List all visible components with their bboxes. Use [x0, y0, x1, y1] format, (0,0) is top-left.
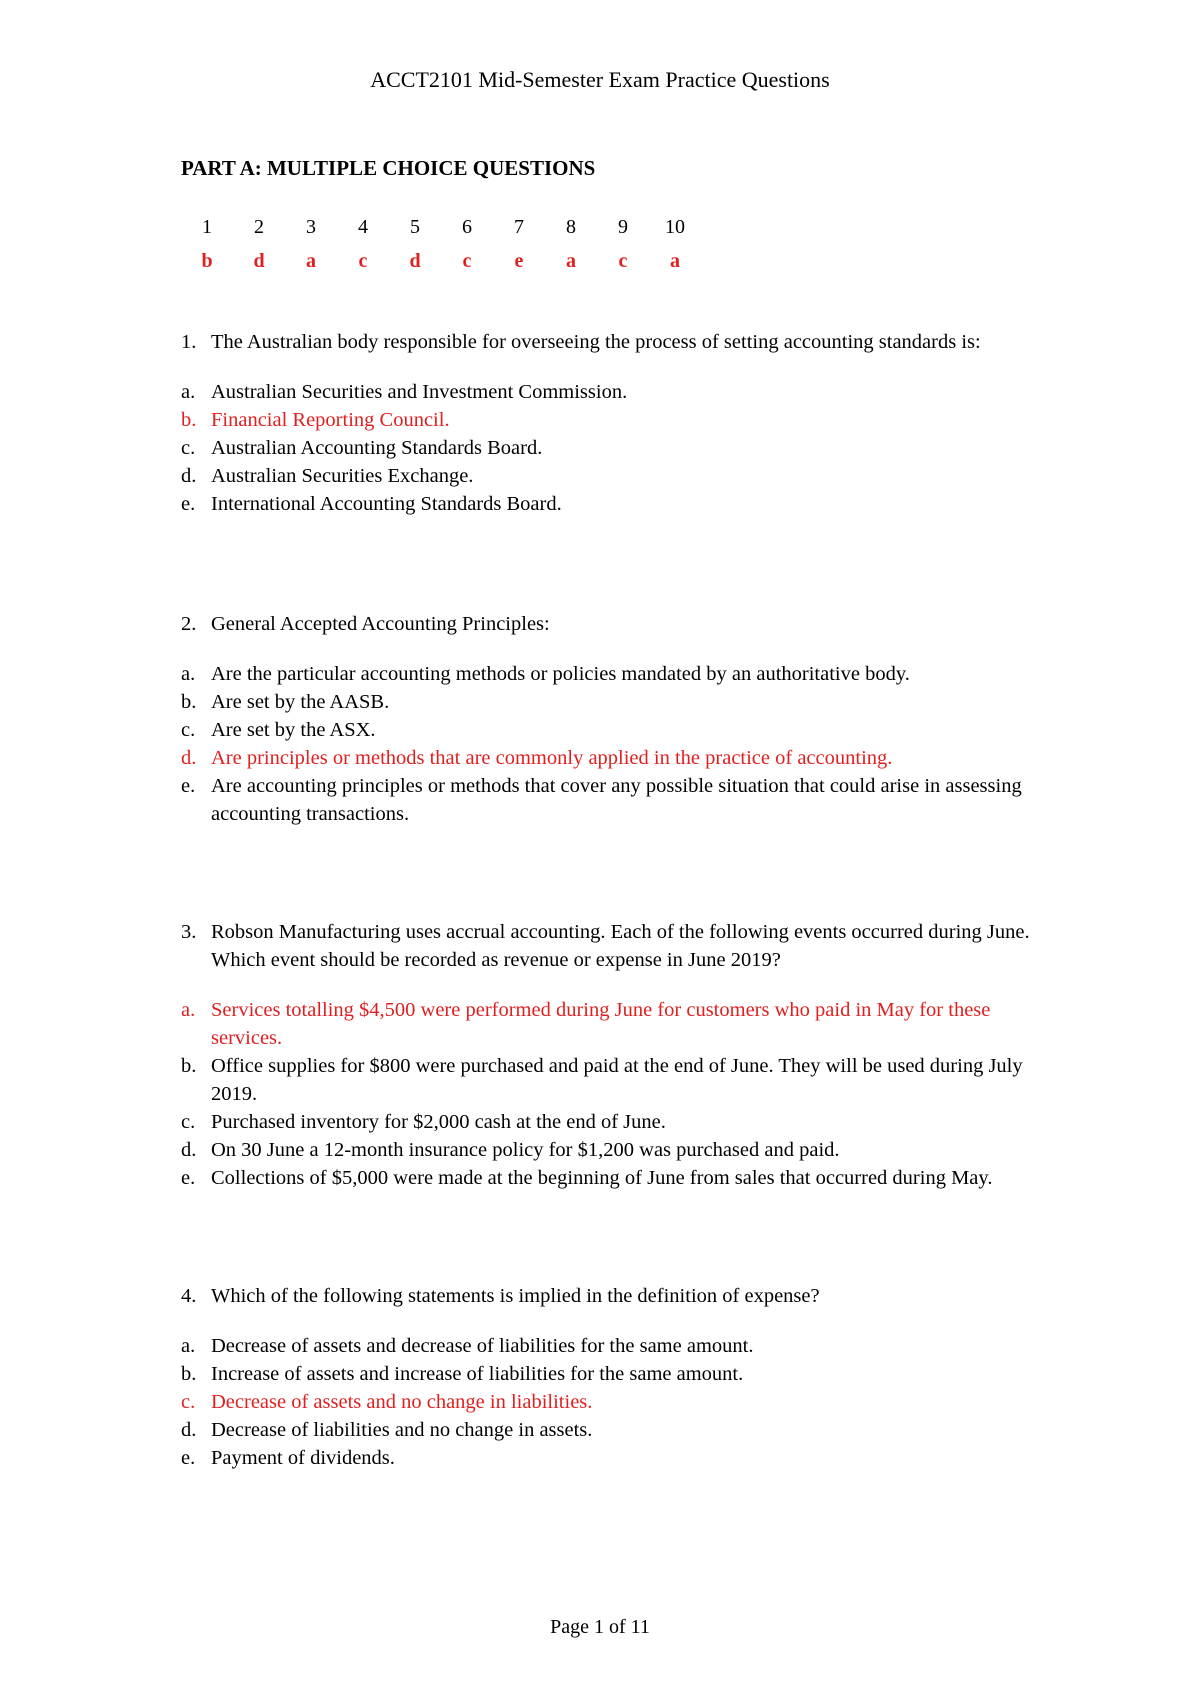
option-d-correct: [181, 744, 1061, 772]
answer-key-number: 8: [566, 215, 576, 238]
option-letter: a.: [181, 381, 196, 403]
option-text: Office supplies for $800 were purchased and paid at the end of June. They will be used during July 2019.: [211, 1055, 1023, 1105]
options-list: [181, 996, 1061, 1192]
option-text: Decrease of liabilities and no change in assets.: [211, 1419, 593, 1441]
question-text: Robson Manufacturing uses accrual accounting. Each of the following events occurred during June. Which event should be recorded as revenue or expense in June 2019?: [211, 921, 1030, 971]
option-b: [181, 1052, 1061, 1108]
option-text: On 30 June a 12-month insurance policy for $1,200 was purchased and paid.: [211, 1139, 840, 1161]
answer-key-answer: d: [253, 249, 265, 272]
answer-key-answer: a: [306, 249, 316, 272]
options-list: [181, 660, 1061, 828]
option-a: [181, 1332, 1061, 1360]
answer-key-answer: b: [201, 249, 213, 272]
question-text: Which of the following statements is implied in the definition of expense?: [211, 1285, 820, 1307]
options-list: [181, 1332, 1061, 1472]
option-text: Australian Securities Exchange.: [211, 465, 474, 487]
answer-key-answers: [181, 244, 701, 278]
option-text: Decrease of assets and no change in liabilities.: [211, 1391, 593, 1413]
option-letter: e.: [181, 775, 196, 797]
question-stem: [181, 328, 1061, 356]
option-text: Australian Accounting Standards Board.: [211, 437, 543, 459]
option-text: Are set by the ASX.: [211, 719, 376, 741]
question-stem: [181, 1282, 1061, 1310]
option-letter: d.: [181, 747, 197, 769]
answer-key-answer: c: [358, 249, 368, 272]
option-c: [181, 434, 1061, 462]
option-a-correct: [181, 996, 1061, 1052]
option-a: [181, 378, 1061, 406]
answer-key-answer: c: [618, 249, 628, 272]
answer-key-answer: a: [566, 249, 576, 272]
option-text: Financial Reporting Council.: [211, 409, 450, 431]
option-b-correct: [181, 406, 1061, 434]
answer-key-number: 7: [514, 215, 524, 238]
part-title: PART A: MULTIPLE CHOICE QUESTIONS: [181, 156, 596, 180]
answer-key-answer: c: [462, 249, 472, 272]
question-4: [181, 1282, 1061, 1472]
option-text: Are accounting principles or methods that cover any possible situation that could arise in assessing accounting transactions.: [211, 775, 1022, 825]
option-b: [181, 688, 1061, 716]
option-e: [181, 1444, 1061, 1472]
answer-key-answer: a: [670, 249, 680, 272]
option-letter: e.: [181, 1447, 196, 1469]
option-letter: c.: [181, 1111, 196, 1133]
page-header: ACCT2101 Mid-Semester Exam Practice Questions: [370, 67, 830, 92]
option-letter: c.: [181, 719, 196, 741]
option-text: Are set by the AASB.: [211, 691, 390, 713]
option-letter: a.: [181, 663, 196, 685]
option-e: [181, 772, 1061, 828]
option-text: Are the particular accounting methods or policies mandated by an authoritative body.: [211, 663, 910, 685]
option-d: [181, 1136, 1061, 1164]
question-number: 4.: [181, 1285, 197, 1307]
option-text: Collections of $5,000 were made at the beginning of June from sales that occurred during May.: [211, 1167, 993, 1189]
option-d: [181, 462, 1061, 490]
answer-key-number: 6: [462, 215, 472, 238]
option-c: [181, 716, 1061, 744]
question-2: [181, 610, 1061, 828]
option-text: Australian Securities and Investment Commission.: [211, 381, 628, 403]
option-text: Increase of assets and increase of liabilities for the same amount.: [211, 1363, 744, 1385]
option-text: Are principles or methods that are commonly applied in the practice of accounting.: [211, 747, 893, 769]
option-letter: e.: [181, 493, 196, 515]
answer-key-numbers: [181, 210, 701, 244]
option-letter: b.: [181, 409, 197, 431]
option-c-correct: [181, 1388, 1061, 1416]
option-letter: d.: [181, 1419, 197, 1441]
option-letter: e.: [181, 1167, 196, 1189]
question-number: 1.: [181, 331, 197, 353]
question-stem: [181, 918, 1061, 974]
answer-key-answer: e: [514, 249, 524, 272]
answer-key-number: 10: [665, 215, 685, 238]
question-stem: [181, 610, 1061, 638]
question-text: General Accepted Accounting Principles:: [211, 613, 550, 635]
option-c: [181, 1108, 1061, 1136]
answer-key-number: 1: [202, 215, 212, 238]
answer-key-number: 2: [254, 215, 264, 238]
answer-key-answer: d: [409, 249, 421, 272]
options-list: [181, 378, 1061, 518]
answer-key-number: 9: [618, 215, 628, 238]
option-a: [181, 660, 1061, 688]
option-letter: c.: [181, 437, 196, 459]
option-d: [181, 1416, 1061, 1444]
option-letter: b.: [181, 1363, 197, 1385]
option-text: Decrease of assets and decrease of liabilities for the same amount.: [211, 1335, 754, 1357]
option-text: Purchased inventory for $2,000 cash at the end of June.: [211, 1111, 666, 1133]
option-letter: a.: [181, 999, 196, 1021]
page-number: Page 1 of 11: [550, 1616, 650, 1638]
option-letter: d.: [181, 1139, 197, 1161]
option-letter: a.: [181, 1335, 196, 1357]
option-letter: b.: [181, 1055, 197, 1077]
question-text: The Australian body responsible for overseeing the process of setting accounting standards is:: [211, 331, 981, 353]
option-letter: b.: [181, 691, 197, 713]
option-e: [181, 490, 1061, 518]
answer-key: [181, 210, 701, 278]
option-letter: c.: [181, 1391, 196, 1413]
option-b: [181, 1360, 1061, 1388]
option-text: International Accounting Standards Board.: [211, 493, 562, 515]
question-number: 3.: [181, 921, 197, 943]
option-letter: d.: [181, 465, 197, 487]
answer-key-number: 4: [358, 215, 368, 238]
question-1: [181, 328, 1061, 518]
question-3: [181, 918, 1061, 1192]
option-text: Services totalling $4,500 were performed during June for customers who paid in May for these services.: [211, 999, 991, 1049]
answer-key-number: 3: [306, 215, 316, 238]
question-number: 2.: [181, 613, 197, 635]
answer-key-number: 5: [410, 215, 420, 238]
option-e: [181, 1164, 1061, 1192]
option-text: Payment of dividends.: [211, 1447, 395, 1469]
